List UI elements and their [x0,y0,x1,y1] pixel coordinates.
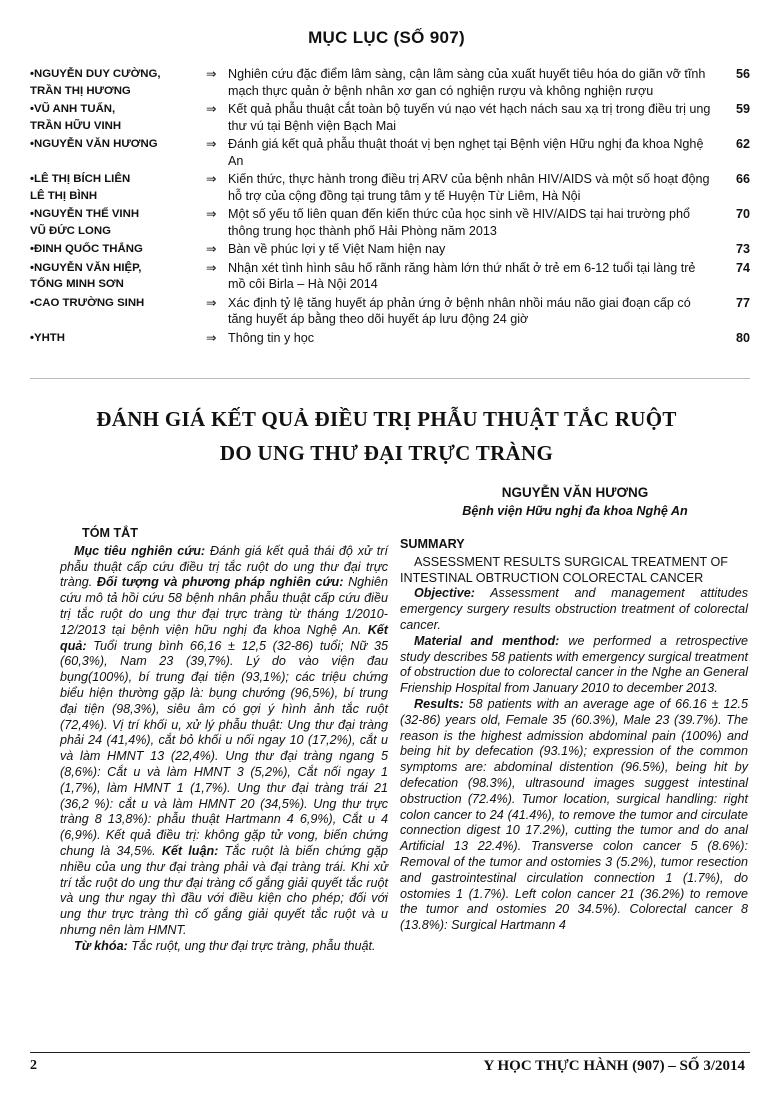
toc-entry [30,295,750,328]
arrow-icon: ⇒ [206,242,217,256]
summary-objective [400,586,748,633]
toc-author-name: •LÊ THỊ BÍCH LIÊN [30,173,131,185]
label-objective: Mục tiêu nghiên cứu: [74,543,206,558]
toc-authors [30,241,206,258]
arrow-icon: ⇒ [206,67,217,81]
label-methods-en: Material and menthod: [414,633,560,648]
toc-entry [30,206,750,239]
author-name: NGUYỄN VĂN HƯƠNG [501,485,649,500]
toc-entry [30,260,750,293]
toc-author-name: LÊ THỊ BÌNH [30,189,98,202]
toc-author-name: TRẦN THỊ HƯƠNG [30,84,131,97]
vietnamese-abstract [60,526,388,955]
toc-entry [30,241,750,258]
label-methods: Đối tượng và phương pháp nghiên cứu: [96,575,344,590]
label-conclusion: Kết luận: [161,843,219,858]
text-results-en: 58 patients with an average age of 66.16 ± 12.5 (32-86) years old, Female 35 (60.3%), Male 23 (39.7%). The reason is the highest admission abdominal pain (100%) and being hit by defecation (93.1%); expression of the common symptoms are: abdominal distention (96.5%), being hit by defecation (98.3%), ultrasound images suggest intestinal obstruction (72.4%). Tumor location, surgical handling: right colon cancer to 24 (41.4%), to remove the tumor and circulate connection digest 10 17.2%), cutting the tumor and do anal Artificial 13 22.4%). Transverse colon cancer 5 (8.6%): Removal of the tumor and ostomies 3 (5.2%), tumor resection and gastrointestinal circulation connection 1 (1.7%), do ostomies 1 (1.7%). Left colon cancer 21 (36.2%) to remove the tumor and ostomies 20 34.5%). Colorectal cancer 8 (13.8%): Surgical Hartmann 4 [400,696,748,933]
toc-authors [30,171,206,204]
toc-author-name: •CAO TRƯỜNG SINH [30,296,145,309]
text-keywords: Tắc ruột, ung thư đại trực tràng, phẫu thuật. [127,938,376,953]
toc-article-title[interactable]: Xác định tỷ lệ tăng huyết áp phản ứng ở bệnh nhân nhồi máu não giai đoạn cấp có tăng huyết áp bằng theo dõi huyết áp lưu động 24 giờ [228,295,691,326]
footer-divider [30,1052,750,1053]
toc-author-name: TỐNG MINH SƠN [30,278,124,290]
article-title-line-1: ĐÁNH GIÁ KẾT QUẢ ĐIỀU TRỊ PHẪU THUẬT TẮC RUỘT [96,407,677,431]
toc-page-number: 70 [735,207,750,221]
toc-entry [30,330,750,347]
toc-authors [30,260,206,293]
toc-author-name: VŨ ĐỨC LONG [30,224,111,237]
toc-authors [30,295,206,328]
label-results: Kết quả: [60,622,388,653]
toc-author-name: •NGUYỄN DUY CƯỜNG, [30,68,161,80]
arrow-icon: ⇒ [206,137,217,151]
keywords-paragraph [60,939,388,955]
toc-authors [30,330,206,347]
toc-page-number: 62 [735,137,750,151]
toc-article-title[interactable]: Đánh giá kết quả phẫu thuật thoát vị bẹn nghẹt tại Bệnh viện Hữu nghị đa khoa Nghệ An [228,137,704,168]
toc-page-number: 74 [735,260,750,275]
toc-entry [30,66,750,99]
english-summary [400,537,748,934]
summary-results [400,697,748,934]
summary-methods [400,634,748,697]
toc-authors [30,66,206,99]
author-block [430,484,720,520]
toc-author-name: •ĐINH QUỐC THẮNG [30,243,143,255]
toc-author-name: •NGUYỄN VĂN HIỆP, [30,261,142,274]
toc-entry [30,101,750,134]
summary-title: ASSESSMENT RESULTS SURGICAL TREATMENT OF INTESTINAL OBTRUCTION COLORECTAL CANCER [400,554,728,585]
journal-name: Y HỌC THỰC HÀNH (907) – SỐ 3/2014 [483,1058,745,1074]
toc-page-number: 80 [735,330,750,345]
toc-article-title[interactable]: Kiến thức, thực hành trong điều trị ARV của bệnh nhân HIV/AIDS và một số hoạt động hỗ trợ của cộng đồng tại trung tâm y tế Huyện Từ Liêm, Hà Nội [228,172,710,203]
toc-entry [30,171,750,204]
toc-article-title[interactable]: Nghiên cứu đặc điểm lâm sàng, cận lâm sàng của xuất huyết tiêu hóa do giãn vỡ tĩnh mạch thực quản ở bệnh nhân xơ gan có nghiện rượu và không nghiện rượu [228,67,706,98]
toc-article-title[interactable]: Kết quả phẫu thuật cắt toàn bộ tuyến vú nạo vét hạch nách sau xạ trị trong điều trị ung thư vú tại Bệnh viện Bạch Mai [228,102,711,133]
toc-authors [30,136,206,169]
label-objective-en: Objective: [414,586,475,601]
toc-article-title[interactable]: Một số yếu tố liên quan đến kiến thức của học sinh về HIV/AIDS tại hai trường phổ thông trung học thành phố Hải Phòng năm 2013 [228,207,690,238]
text-results: Tuổi trung bình 66,16 ± 12,5 (32-86) tuổi; Nữ 35 (60,3%), Nam 23 (39,7%). Lý do vào viện đau bụng(100%), bí trung đại tiện (93,1%); các triệu chứng biểu hiện thường gặp là: bụng chướng (96,5%), bí trung đại tiện (98,3%), siêu âm có gợi ý hình ảnh tắc ruột (72,4%). Vị trí khối u, xử lý phẫu thuật: Ung thư đại tràng phải 24 (41,4%), cắt bỏ khối u nối ngay 10 (17,2%), cắt u và làm HMNT 13 (22,4%). Ung thư đại tràng ngang 5 (8,6%): Cắt u và làm HMNT 3 (5,2%), Cắt nối ngay 1 (1,7%), làm HMNT 1 (1,7%). Ung thư đại tràng trái 21 (36,2 %): cắt u và làm HMNT 20 (34,5%). Ung thư trực tràng 8 13,8%): phẫu thuật Hartmann 4 6,9%), Cắt u 4 (6,9%). Kết quả điều trị: không gặp tử vong, biến chứng chung là 34,5%. [60,638,388,858]
text-objective-en: Assessment and management attitudes emergency surgery results obstruction treatment of colorectal cancer. [400,586,748,632]
toc-author-name: •YHTH [30,331,65,344]
toc-author-name: •NGUYỄN THẾ VINH [30,208,140,220]
arrow-icon: ⇒ [206,172,217,186]
toc-page-number: 56 [735,67,750,81]
text-objective: Đánh giá kết quả thái độ xử trí phẫu thuật cấp cứu điều trị tắc ruột do ung thư đại trực tràng. [60,543,388,590]
toc-page-number: 73 [735,242,750,256]
arrow-icon: ⇒ [206,102,217,116]
arrow-icon: ⇒ [206,260,217,275]
toc-title: MỤC LỤC (SỐ 907) [308,28,465,47]
label-keywords: Từ khóa: [74,938,128,953]
text-methods: Nghiên cứu mô tả hồi cứu 58 bệnh nhân phẫu thuật cấp cứu điều trị tắc ruột do ung thư đại trực tràng từ tháng 1/2010-12/2013 tại bệnh viện hữu nghị đa khoa Nghệ An. [60,575,388,637]
arrow-icon: ⇒ [206,207,217,221]
page-number: 2 [30,1058,37,1073]
article-title [0,402,773,470]
table-of-contents [30,66,750,348]
toc-page-number: 59 [735,102,750,116]
toc-author-name: TRẦN HỮU VINH [30,119,122,132]
arrow-icon: ⇒ [206,295,217,310]
toc-author-name: •VŨ ANH TUẤN, [30,103,116,115]
text-conclusion: Tắc ruột là biến chứng gặp nhiều của ung thư đại tràng phải và đại tràng trái. Khi xử trí tắc ruột do ung thư đại tràng cố gắng giải quyết tắc ruột và ung thư ngay thì đầu với điều kiện cho phép; đối với ung thư trực tràng thì cố gắng giải quyết tắc ruột và u nhưng nên làm HMNT. [60,843,388,937]
abstract-heading: TÓM TẮT [82,526,138,540]
divider [30,378,750,379]
toc-entry [30,136,750,169]
label-results-en: Results: [414,696,464,711]
author-institution: Bệnh viện Hữu nghị đa khoa Nghệ An [462,504,688,518]
toc-page-number: 77 [735,295,750,310]
toc-author-name: •NGUYỄN VĂN HƯƠNG [30,138,158,150]
toc-authors [30,206,206,239]
summary-heading: SUMMARY [400,537,465,551]
toc-article-title[interactable]: Nhận xét tình hình sâu hố rãnh răng hàm lớn thứ nhất ở trẻ em 6-12 tuổi tại làng trẻ mồ côi Birla – Hà Nội 2014 [228,260,696,291]
abstract-paragraph [60,544,388,939]
arrow-icon: ⇒ [206,330,217,345]
toc-article-title[interactable]: Thông tin y học [228,330,315,345]
toc-article-title[interactable]: Bàn về phúc lợi y tế Việt Nam hiện nay [228,242,446,256]
article-title-line-2: DO UNG THƯ ĐẠI TRỰC TRÀNG [219,441,554,465]
text-methods-en: we performed a retrospective study describes 58 patients with emergency surgical treatment of obstruction due to colorectal cancer in the Nghe an General Frienship Hospital from January 2010 to december 2013. [400,633,749,696]
toc-page-number: 66 [735,172,750,186]
toc-authors [30,101,206,134]
